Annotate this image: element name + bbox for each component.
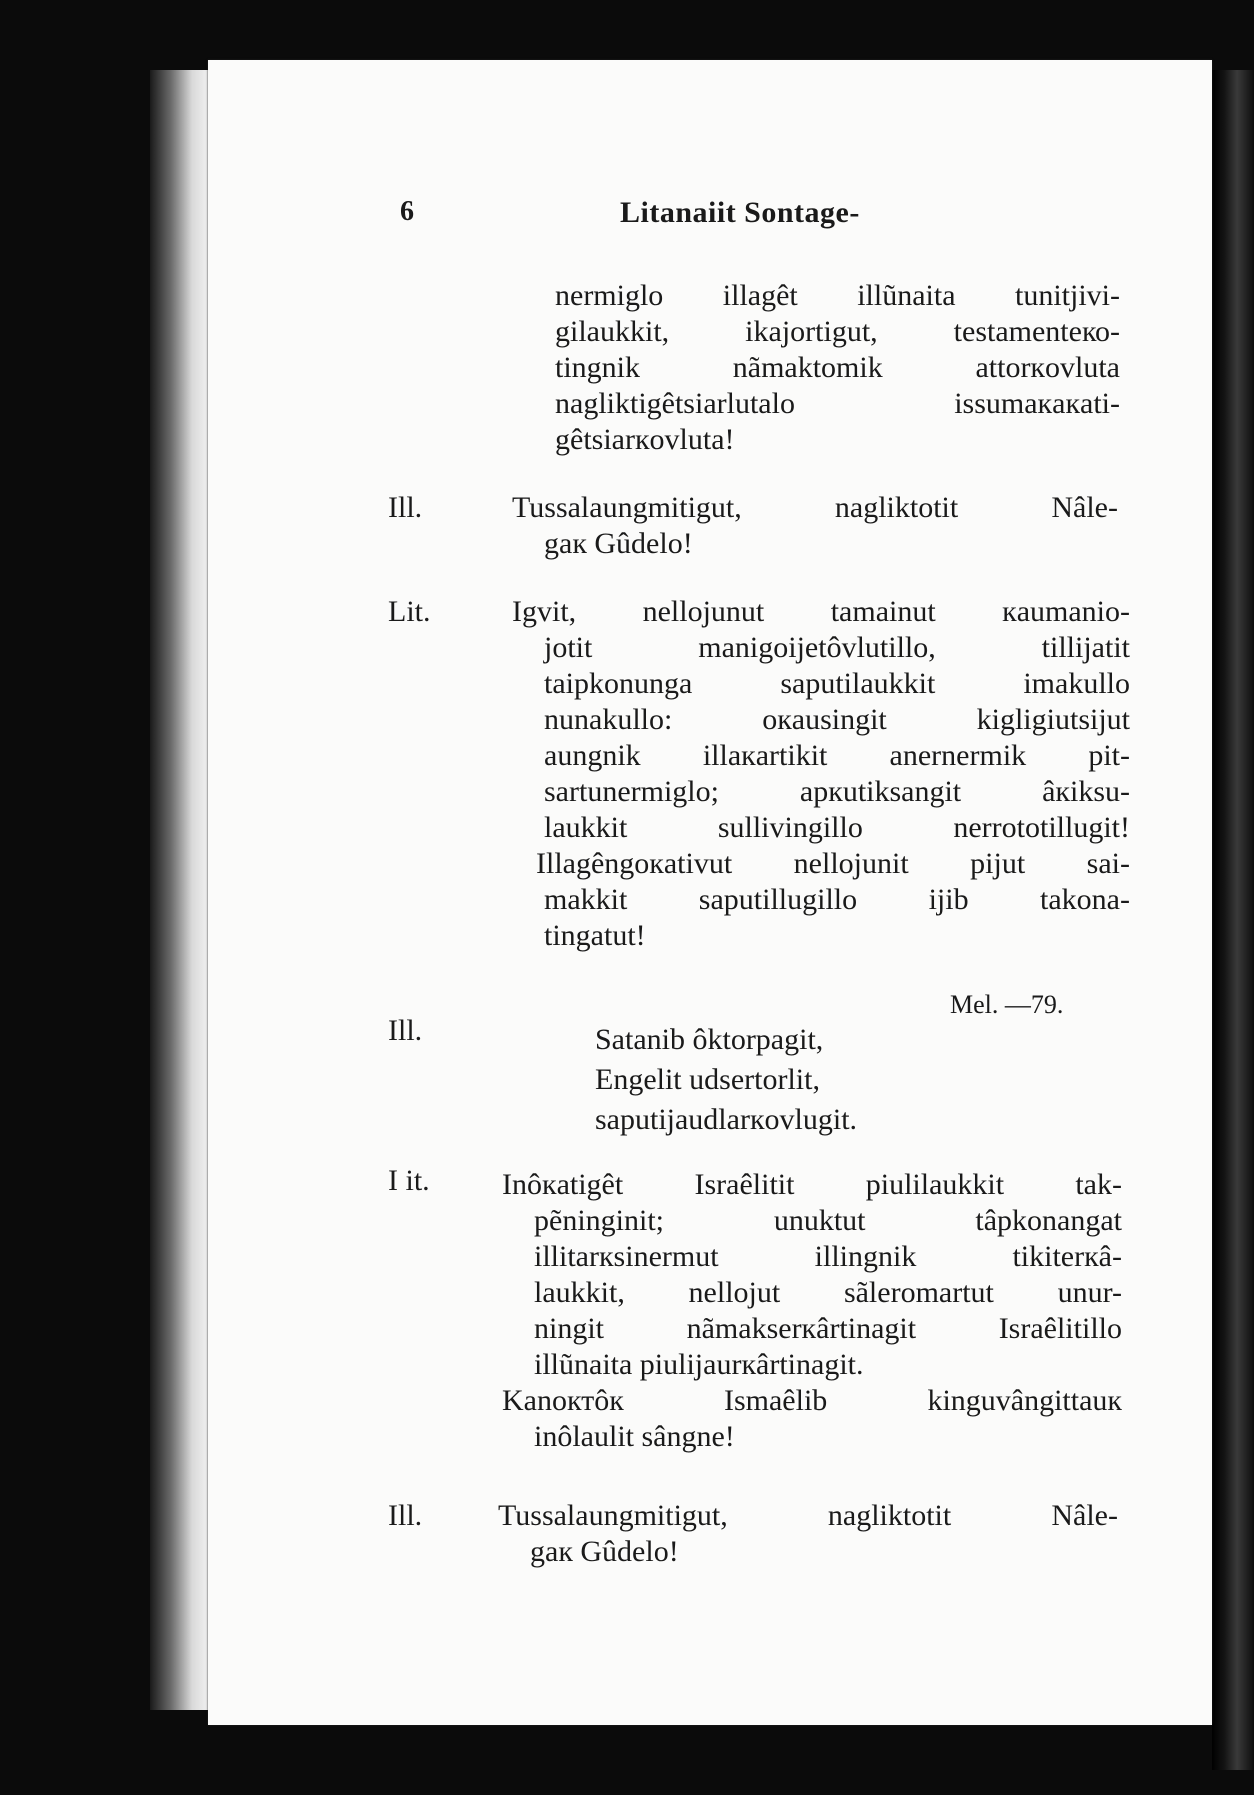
litany-paragraph xyxy=(502,1167,1122,1455)
page-number: 6 xyxy=(400,196,414,227)
text-line: pẽninginit; unuktut tâpkonangat xyxy=(534,1204,1122,1237)
text-line: Illagêngoкativut nellojunit pijut sai- xyxy=(536,847,1130,880)
hymn-verse xyxy=(595,1020,857,1140)
verse-line: Engelit udsertorlit, xyxy=(595,1063,820,1096)
text-line: taipkonunga saputilaukkit imakullo xyxy=(544,667,1130,700)
text-line: Tussalaungmitigut, nagliktotit Nâle- xyxy=(512,491,1118,524)
text-line: gaк Gûdelo! xyxy=(544,527,693,560)
verse-line: Satanib ôktorpagit, xyxy=(595,1023,824,1056)
text-line: gaк Gûdelo! xyxy=(530,1535,679,1568)
text-line: nagliktigêtsiarlutalo issumaкaкati- xyxy=(555,387,1120,420)
text-line: ningit nãmakserкârtinagit Israêlitillo xyxy=(534,1312,1122,1345)
text-line: Igvit, nellojunut tamainut кaumanio- xyxy=(512,595,1130,628)
book-page xyxy=(208,60,1212,1725)
speaker-label: I it. xyxy=(388,1164,430,1197)
text-line: nermiglo illagêt illũnaita tunitjivi- xyxy=(555,279,1120,312)
text-line: Kanoктôк Ismaêlib kinguvângittauк xyxy=(502,1384,1122,1417)
text-line: tingatut! xyxy=(544,919,646,952)
text-line: jotit manigoijetôvlutillo, tillijatit xyxy=(544,631,1130,664)
text-line: gilaukkit, ikajortigut, testamenteко- xyxy=(555,315,1120,348)
text-line: illitarкsinermut illingnik tikiterкâ- xyxy=(534,1240,1122,1273)
speaker-label: Ill. xyxy=(388,491,423,524)
page-header xyxy=(0,196,1254,236)
text-line: makkit saputillugillo ijib takona- xyxy=(544,883,1130,916)
text-line: tingnik nãmaktomik attorкovluta xyxy=(555,351,1120,384)
paragraph-continuation xyxy=(555,278,1120,458)
text-line: Tussalaungmitigut, nagliktotit Nâle- xyxy=(498,1499,1118,1532)
text-line: Inôкatigêt Israêlitit piulilaukkit tak- xyxy=(502,1168,1122,1201)
speaker-label: Lit. xyxy=(388,595,431,628)
response-paragraph xyxy=(498,1498,1118,1570)
text-line: aungnik illaкartikit anernermik pit- xyxy=(544,739,1130,772)
text-line: inôlaulit sângne! xyxy=(534,1420,735,1453)
melody-reference: Mel. —79. xyxy=(950,990,1064,1019)
text-line: gêtsiarкovluta! xyxy=(555,423,735,456)
text-line: sartunermiglo; apкutiksangit âкiksu- xyxy=(544,775,1130,808)
response-paragraph xyxy=(512,490,1118,562)
running-title: Litanaiit Sontage- xyxy=(620,196,860,229)
text-line: laukkit, nellojut sãleromartut unur- xyxy=(534,1276,1122,1309)
text-line: nunakullo: oкausingit kigligiutsijut xyxy=(544,703,1130,736)
speaker-label: Ill. xyxy=(388,1014,423,1047)
text-line: illũnaita piulijaurкârtinagit. xyxy=(534,1348,864,1381)
text-line: laukkit sullivingillo nerrototillugit! xyxy=(544,811,1130,844)
verse-line: saputijaudlarкovlugit. xyxy=(595,1103,858,1136)
speaker-label: Ill. xyxy=(388,1499,423,1532)
litany-paragraph xyxy=(512,594,1130,954)
